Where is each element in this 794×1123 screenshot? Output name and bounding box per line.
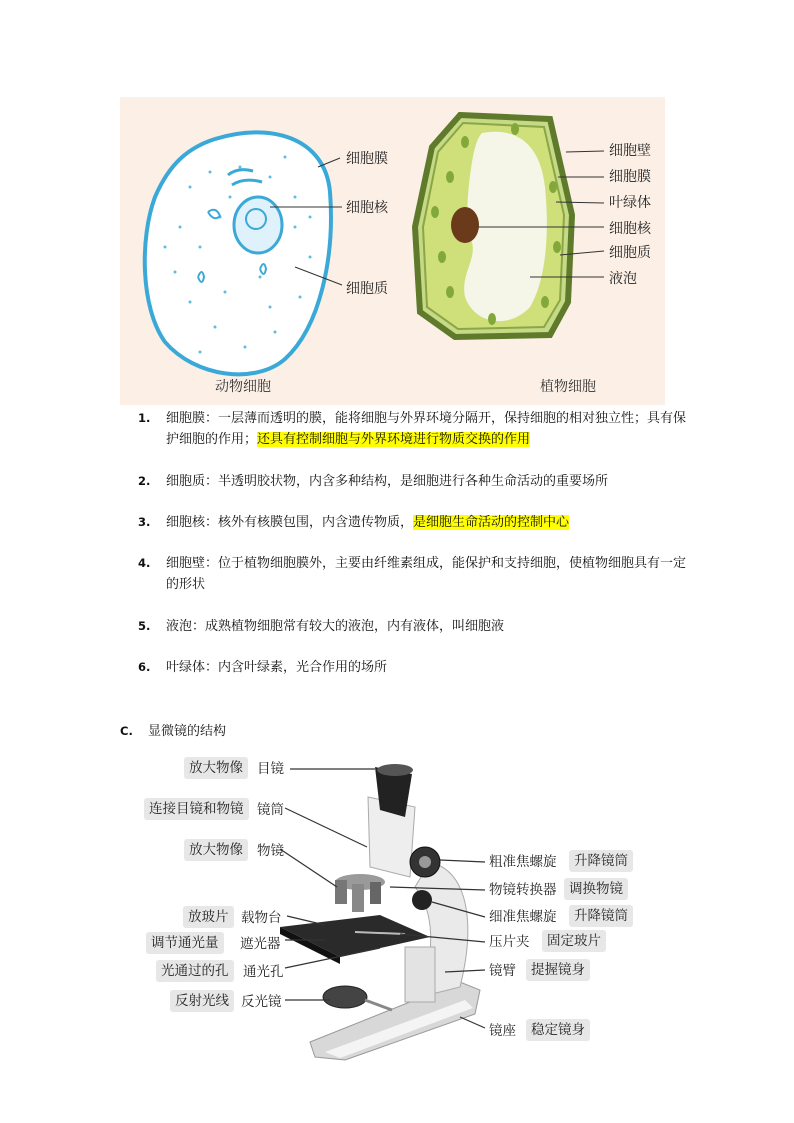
plant-cell-caption: 植物细胞	[540, 379, 596, 395]
coarse-focus-function-badge: 升降镜筒	[569, 850, 633, 872]
note-body: 细胞壁：位于植物细胞膜外，主要由纤维素组成，能保护和支持细胞，使植物细胞具有一定的形状	[166, 556, 687, 592]
aperture-label: 通光孔	[243, 964, 284, 980]
coarse-focus-label: 粗准焦螺旋	[489, 854, 557, 870]
diaphragm-function-badge: 调节通光量	[146, 932, 224, 954]
animal-label-cytoplasm: 细胞质	[346, 281, 388, 297]
list-number: 5.	[138, 619, 151, 633]
animal-label-nucleus: 细胞核	[346, 200, 388, 216]
microscope-diagram	[130, 752, 650, 1072]
note-body: 叶绿体：内含叶绿素，光合作用的场所	[166, 660, 388, 675]
plant-label-vacuole: 液泡	[609, 271, 637, 287]
list-text	[166, 553, 696, 595]
note-body: 细胞膜：一层薄而透明的膜，能将细胞与外界环境分隔开，保持细胞的相对独立性；具有保护细胞的作用；	[166, 411, 687, 447]
base-function-badge: 稳定镜身	[526, 1019, 590, 1041]
eyepiece-function-badge: 放大物像	[184, 757, 248, 779]
note-body: 细胞核：核外有核膜包围，内含遗传物质，	[166, 515, 414, 530]
stage-function-badge: 放玻片	[183, 906, 234, 928]
note-body: 液泡：成熟植物细胞常有较大的液泡，内有液体，叫细胞液	[166, 619, 505, 634]
plant-label-wall: 细胞壁	[609, 143, 651, 159]
plant-cell-drawing	[415, 115, 604, 337]
plant-label-nucleus: 细胞核	[609, 221, 651, 237]
note-highlight: 还具有控制细胞与外界环境进行物质交换的作用	[257, 432, 531, 447]
arm-function-badge: 提握镜身	[526, 959, 590, 981]
list-number: 3.	[138, 515, 151, 529]
list-text	[166, 616, 696, 637]
eyepiece-label: 目镜	[257, 761, 284, 777]
list-number: 6.	[138, 660, 151, 674]
body-tube-label: 镜筒	[257, 802, 284, 818]
stage-clip-label: 压片夹	[489, 934, 530, 950]
section-heading	[120, 721, 226, 742]
section-letter: C.	[120, 724, 133, 738]
base-label: 镜座	[489, 1023, 516, 1039]
body-tube-function-badge: 连接目镜和物镜	[144, 798, 249, 820]
nosepiece-function-badge: 调换物镜	[564, 878, 628, 900]
note-body: 细胞质：半透明胶状物，内含多种结构，是细胞进行各种生命活动的重要场所	[166, 474, 609, 489]
list-number: 2.	[138, 474, 151, 488]
list-text	[166, 471, 696, 492]
stage-clip-function-badge: 固定玻片	[542, 930, 606, 952]
note-highlight: 是细胞生命活动的控制中心	[413, 515, 570, 530]
objective-label: 物镜	[257, 843, 284, 859]
animal-cell-caption: 动物细胞	[215, 379, 271, 395]
stage-label: 载物台	[241, 910, 282, 926]
fine-focus-function-badge: 升降镜筒	[569, 905, 633, 927]
cell-diagram-figure	[120, 97, 665, 405]
nosepiece-label: 物镜转换器	[489, 882, 557, 898]
list-number: 1.	[138, 411, 151, 425]
plant-label-membrane: 细胞膜	[609, 169, 651, 185]
list-number: 4.	[138, 556, 151, 570]
mirror-function-badge: 反射光线	[170, 990, 234, 1012]
fine-focus-label: 细准焦螺旋	[489, 909, 557, 925]
list-text	[166, 512, 696, 533]
diaphragm-label: 遮光器	[240, 936, 281, 952]
arm-label: 镜臂	[489, 963, 516, 979]
animal-cell-drawing	[145, 132, 342, 374]
aperture-function-badge: 光通过的孔	[156, 960, 234, 982]
list-text	[166, 657, 696, 678]
objective-function-badge: 放大物像	[184, 839, 248, 861]
list-text	[166, 408, 696, 450]
plant-label-cytoplasm: 细胞质	[609, 245, 651, 261]
cell-diagram-svg	[120, 97, 665, 405]
plant-label-chloroplast: 叶绿体	[609, 195, 651, 211]
section-title: 显微镜的结构	[148, 724, 227, 739]
mirror-label: 反光镜	[241, 994, 282, 1010]
animal-label-membrane: 细胞膜	[346, 151, 388, 167]
